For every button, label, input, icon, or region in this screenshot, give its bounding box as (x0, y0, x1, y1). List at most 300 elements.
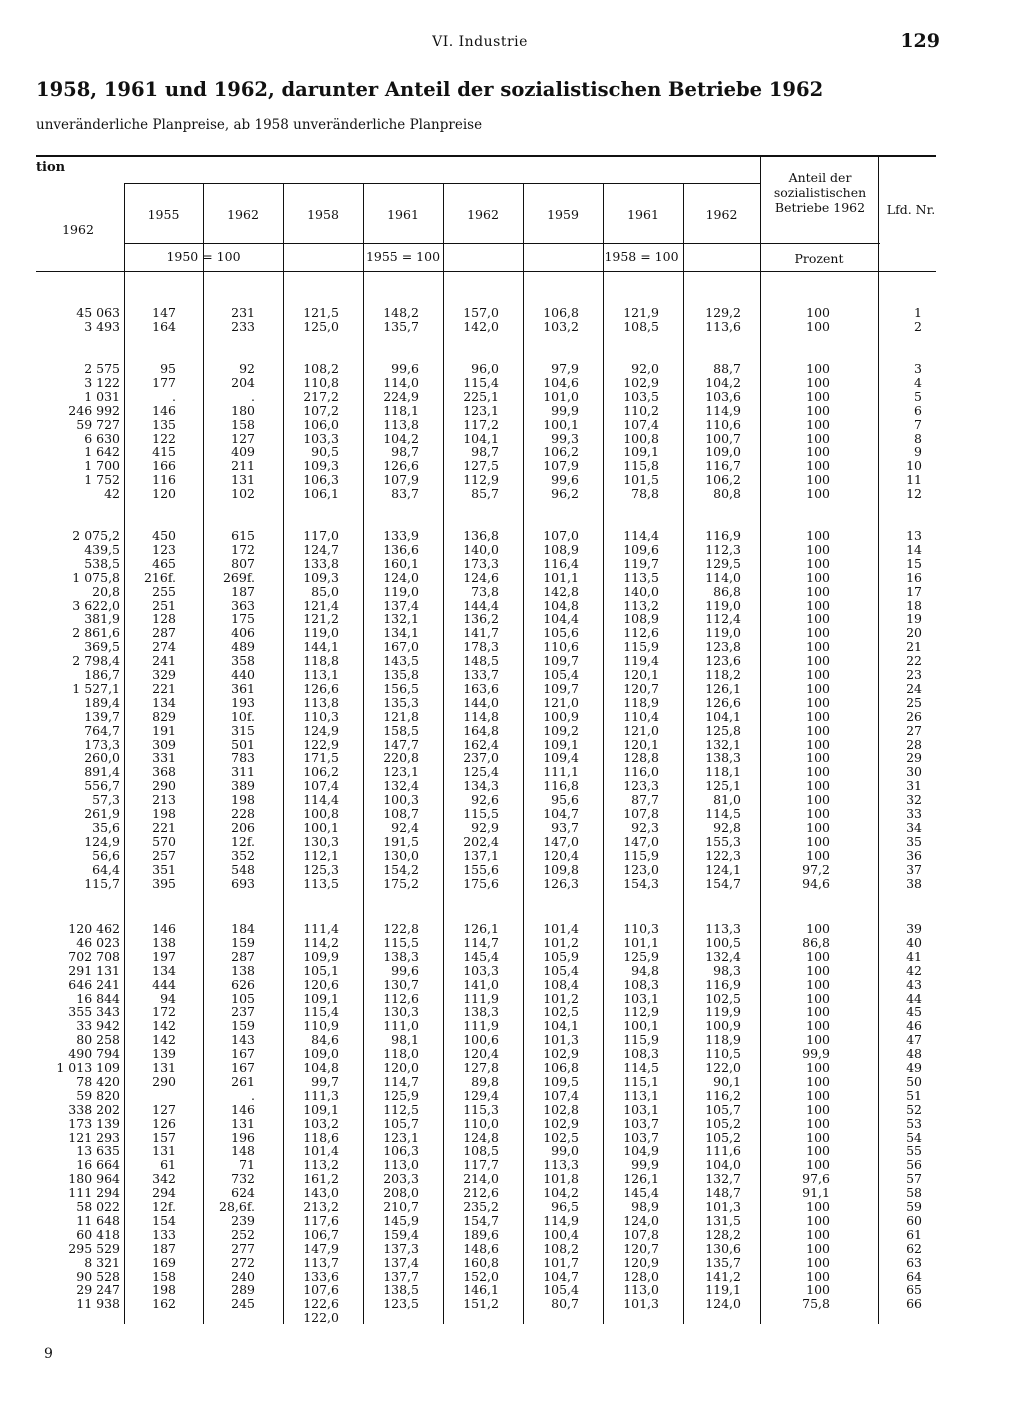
cell-i1962c-2-16: 138,3 (705, 750, 741, 766)
cell-i1962b-2-17: 125,4 (463, 764, 499, 780)
cell-i1962c-1-7: 116,7 (705, 458, 741, 474)
cell-i1955-3-0: 146 (152, 921, 176, 936)
cell-i1955-3-7: 142 (152, 1018, 176, 1034)
cell-i1961a-3-4: 130,7 (383, 976, 419, 992)
cell-i1961b-1-5: 100,8 (623, 430, 659, 446)
cell-i1962b-1-3: 123,1 (463, 402, 499, 418)
cell-i1955-0-1: 164 (152, 318, 176, 334)
cell-i1958-3-3: 105,1 (303, 962, 339, 978)
cell-i1962a-2-24: 548 (231, 861, 255, 877)
header-year-1961-b: 1961 (627, 207, 659, 222)
cell-c1962-3-19: 111 294 (68, 1185, 120, 1201)
cell-i1962b-0-1: 142,0 (463, 318, 499, 334)
cell-lfd-2-22: 35 (906, 833, 922, 849)
cell-i1961b-2-18: 123,3 (623, 778, 659, 794)
page-subtitle: unveränderliche Planpreise, ab 1958 unveränderliche Planpreise (36, 117, 483, 133)
cell-i1961a-2-2: 160,1 (383, 555, 419, 571)
cell-i1962a-2-13: 10f. (230, 708, 255, 724)
header-anteil: Anteil der sozialistischen Betriebe 1962 (773, 170, 867, 215)
cell-i1961b-1-1: 102,9 (623, 374, 659, 390)
cell-i1955-1-8: 116 (152, 472, 176, 488)
cell-lfd-2-25: 38 (906, 875, 922, 891)
page-title: 1958, 1961 und 1962, darunter Anteil der sozialistischen Betriebe 1962 (36, 78, 824, 101)
cell-i1962b-2-0: 136,8 (463, 528, 499, 543)
cell-c1962-3-2: 702 708 (68, 948, 120, 964)
cell-i1959-3-26: 105,4 (543, 1282, 579, 1298)
cell-i1959-2-6: 104,4 (543, 611, 579, 627)
cell-i1962c-2-6: 112,4 (705, 611, 741, 627)
cell-i1962c-1-6: 109,0 (705, 444, 741, 460)
cell-anteil-2-23: 100 (806, 847, 830, 863)
cell-lfd-1-7: 10 (906, 458, 922, 474)
cell-c1962-3-14: 173 139 (68, 1115, 120, 1131)
cell-anteil-2-18: 100 (806, 778, 830, 794)
cell-i1962c-3-25: 141,2 (705, 1268, 741, 1284)
cell-i1962c-2-3: 114,0 (705, 569, 741, 585)
cell-i1962c-2-8: 123,8 (705, 639, 741, 655)
cell-i1961b-2-9: 119,4 (623, 653, 659, 669)
cell-lfd-2-23: 36 (906, 847, 922, 863)
cell-i1961a-2-6: 132,1 (383, 611, 419, 627)
cell-i1962a-2-8: 489 (231, 639, 255, 655)
cell-i1959-2-25: 126,3 (543, 875, 579, 891)
cell-i1961a-2-7: 134,1 (383, 625, 419, 641)
cell-lfd-1-6: 9 (914, 444, 922, 460)
cell-anteil-3-26: 100 (806, 1282, 830, 1298)
cell-anteil-2-7: 100 (806, 625, 830, 641)
cell-lfd-3-23: 62 (906, 1240, 922, 1256)
cell-i1962c-1-3: 114,9 (705, 402, 741, 418)
cell-anteil-3-19: 91,1 (802, 1185, 830, 1201)
cell-anteil-3-9: 99,9 (802, 1046, 830, 1062)
cell-i1959-1-9: 96,2 (551, 486, 579, 502)
cell-i1958-3-11: 99,7 (311, 1073, 339, 1089)
cell-i1962c-3-17: 104,0 (705, 1157, 741, 1173)
cell-i1958-3-14: 103,2 (303, 1115, 339, 1131)
cell-anteil-2-22: 100 (806, 833, 830, 849)
cell-i1962c-3-5: 102,5 (705, 990, 741, 1006)
cell-c1962-3-0: 120 462 (68, 921, 120, 936)
cell-i1961a-3-0: 122,8 (383, 921, 419, 936)
cell-i1955-1-3: 146 (152, 402, 176, 418)
cell-i1961b-3-6: 112,9 (623, 1004, 659, 1020)
cell-c1962-3-7: 33 942 (76, 1018, 120, 1034)
cell-i1955-3-14: 126 (152, 1115, 176, 1131)
header-anteil-unit: Prozent (794, 251, 844, 266)
cell-i1955-2-17: 368 (152, 764, 176, 780)
cell-i1955-2-3: 216f. (143, 569, 176, 585)
cell-i1961a-3-1: 115,5 (383, 934, 419, 950)
cell-i1961a-3-17: 113,0 (383, 1157, 419, 1173)
cell-i1958-3-7: 110,9 (303, 1018, 339, 1034)
cell-i1962a-3-10: 167 (231, 1060, 255, 1075)
cell-i1959-3-14: 102,9 (543, 1115, 579, 1131)
cell-i1962b-2-25: 175,6 (463, 875, 499, 891)
cell-c1962-1-7: 1 700 (84, 458, 120, 474)
cell-i1961a-2-0: 133,9 (383, 528, 419, 543)
cell-c1962-3-10: 1 013 109 (56, 1060, 120, 1075)
cell-lfd-3-27: 66 (906, 1296, 922, 1312)
cell-i1961a-3-8: 98,1 (391, 1032, 419, 1048)
cell-i1961a-1-8: 107,9 (383, 472, 419, 488)
cell-i1959-0-1: 103,2 (543, 318, 579, 334)
cell-anteil-3-10: 100 (806, 1060, 830, 1075)
cell-i1959-2-24: 109,8 (543, 861, 579, 877)
cell-i1958-3-22: 106,7 (303, 1226, 339, 1242)
cell-i1961b-3-0: 110,3 (623, 921, 659, 936)
cell-i1962b-2-24: 155,6 (463, 861, 499, 877)
cell-c1962-2-25: 115,7 (84, 875, 120, 891)
cell-i1955-2-4: 255 (152, 583, 176, 599)
cell-c1962-3-6: 355 343 (68, 1004, 120, 1020)
cell-i1962c-3-24: 135,7 (705, 1254, 741, 1270)
cell-anteil-3-22: 100 (806, 1226, 830, 1242)
cell-i1959-2-9: 109,7 (543, 653, 579, 669)
cell-i1962a-2-25: 693 (231, 875, 255, 891)
cell-i1962a-2-0: 615 (231, 528, 255, 543)
cell-i1959-2-5: 104,8 (543, 597, 579, 613)
cell-i1962a-3-20: 28,6f. (219, 1199, 255, 1214)
cell-lfd-2-24: 37 (906, 861, 922, 877)
cell-c1962-2-16: 260,0 (84, 750, 120, 766)
cell-i1961b-2-8: 115,9 (623, 639, 659, 655)
cell-i1962a-2-5: 363 (231, 597, 255, 613)
cell-i1962b-2-7: 141,7 (463, 625, 499, 641)
cell-i1962c-2-24: 124,1 (705, 861, 741, 877)
cell-i1962c-2-14: 125,8 (705, 722, 741, 738)
cell-i1961b-1-4: 107,4 (623, 416, 659, 432)
cell-c1962-3-16: 13 635 (76, 1143, 120, 1159)
cell-i1958-3-12: 111,3 (303, 1087, 339, 1103)
cell-i1958-2-12: 113,8 (303, 694, 339, 710)
cell-c1962-3-17: 16 664 (76, 1157, 120, 1173)
cell-i1958-3-17: 113,2 (303, 1157, 339, 1173)
cell-i1962b-3-8: 100,6 (463, 1032, 499, 1048)
cell-lfd-1-1: 4 (914, 374, 922, 390)
cell-i1962b-3-12: 129,4 (463, 1087, 499, 1103)
cell-i1962c-2-5: 119,0 (705, 597, 741, 613)
cell-i1955-3-5: 94 (160, 990, 176, 1006)
cell-i1962a-1-5: 127 (231, 430, 255, 446)
cell-i1962a-3-24: 272 (231, 1254, 255, 1270)
cell-i1961b-3-2: 125,9 (623, 948, 659, 964)
cell-i1958-3-8: 84,6 (311, 1032, 339, 1048)
cell-anteil-1-9: 100 (806, 486, 830, 502)
cell-i1962c-3-1: 100,5 (705, 934, 741, 950)
cell-anteil-2-15: 100 (806, 736, 830, 752)
cell-anteil-2-20: 100 (806, 806, 830, 821)
cell-anteil-3-24: 100 (806, 1254, 830, 1270)
cell-i1962b-2-14: 164,8 (463, 722, 499, 738)
cell-i1962a-2-17: 311 (231, 764, 255, 780)
cell-i1961a-2-4: 119,0 (383, 583, 419, 599)
cell-c1962-2-21: 35,6 (92, 819, 120, 835)
cell-i1962c-3-3: 98,3 (713, 962, 741, 978)
cell-i1961b-1-8: 101,5 (623, 472, 659, 488)
cell-i1961b-2-12: 118,9 (623, 694, 659, 710)
cell-i1962b-3-10: 127,8 (463, 1060, 499, 1075)
cell-i1958-1-4: 106,0 (303, 416, 339, 432)
cell-i1961b-2-4: 140,0 (623, 583, 659, 599)
cell-i1962a-2-23: 352 (231, 847, 255, 863)
cell-i1962b-3-23: 148,6 (463, 1240, 499, 1256)
cell-anteil-3-17: 100 (806, 1157, 830, 1173)
cell-i1961b-2-21: 92,3 (631, 819, 659, 835)
vline-9 (760, 157, 761, 1324)
cell-i1962b-2-19: 92,6 (471, 792, 499, 808)
cell-i1961b-2-20: 107,8 (623, 806, 659, 821)
cell-i1962b-3-2: 145,4 (463, 948, 499, 964)
cell-i1962c-2-18: 125,1 (705, 778, 741, 794)
cell-i1961a-2-9: 143,5 (383, 653, 419, 669)
cell-i1961a-3-23: 137,3 (383, 1240, 419, 1256)
cell-c1962-2-7: 2 861,6 (72, 625, 120, 641)
cell-i1961b-3-9: 108,3 (623, 1046, 659, 1062)
cell-i1955-2-10: 329 (152, 667, 176, 682)
cell-i1962b-3-22: 189,6 (463, 1226, 499, 1242)
cell-c1962-3-27: 11 938 (76, 1296, 120, 1312)
cell-i1959-3-3: 105,4 (543, 962, 579, 978)
cell-i1955-3-21: 154 (152, 1212, 176, 1228)
cell-i1959-3-10: 106,8 (543, 1060, 579, 1075)
cell-anteil-0-1: 100 (806, 318, 830, 334)
cell-i1958-3-2: 109,9 (303, 948, 339, 964)
cell-i1958-2-15: 122,9 (303, 736, 339, 752)
cell-i1962b-3-27: 151,2 (463, 1296, 499, 1312)
header-year-1961-a: 1961 (387, 207, 419, 222)
cell-i1958-1-9: 106,1 (303, 486, 339, 502)
cell-i1958-1-5: 103,3 (303, 430, 339, 446)
cell-i1962c-2-7: 119,0 (705, 625, 741, 641)
cell-i1961a-3-9: 118,0 (383, 1046, 419, 1062)
cell-i1962a-1-0: 92 (239, 361, 255, 376)
cell-c1962-1-1: 3 122 (84, 374, 120, 390)
cell-i1955-3-20: 12f. (151, 1199, 176, 1214)
cell-i1961b-3-26: 113,0 (623, 1282, 659, 1298)
cell-i1962c-3-2: 132,4 (705, 948, 741, 964)
cell-i1962c-3-15: 105,2 (705, 1129, 741, 1145)
cell-i1961a-2-5: 137,4 (383, 597, 419, 613)
cell-i1961b-2-15: 120,1 (623, 736, 659, 752)
cell-i1961a-3-13: 112,5 (383, 1101, 419, 1117)
cell-i1955-2-25: 395 (152, 875, 176, 891)
cell-i1955-0-0: 147 (152, 305, 176, 320)
cell-i1961a-2-22: 191,5 (383, 833, 419, 849)
cell-c1962-1-8: 1 752 (84, 472, 120, 488)
cell-i1961a-3-18: 203,3 (383, 1171, 419, 1187)
cell-i1961b-2-19: 87,7 (631, 792, 659, 808)
cell-c1962-1-0: 2 575 (84, 361, 120, 376)
cell-anteil-3-12: 100 (806, 1087, 830, 1103)
cell-i1955-2-23: 257 (152, 847, 176, 863)
cell-i1959-2-10: 105,4 (543, 667, 579, 682)
cell-i1962c-1-8: 106,2 (705, 472, 741, 488)
cell-c1962-1-3: 246 992 (68, 402, 120, 418)
header-base-1958: 1958 = 100 (604, 249, 679, 264)
cell-i1962b-2-11: 163,6 (463, 680, 499, 696)
cell-i1961b-0-0: 121,9 (623, 305, 659, 320)
cell-i1959-3-9: 102,9 (543, 1046, 579, 1062)
cell-i1955-3-10: 131 (152, 1060, 176, 1075)
cell-i1961b-3-8: 115,9 (623, 1032, 659, 1048)
cell-c1962-1-2: 1 031 (84, 388, 120, 404)
cell-i1958-3-19: 143,0 (303, 1185, 339, 1201)
cell-i1961b-2-22: 147,0 (623, 833, 659, 849)
cell-i1958-1-6: 90,5 (311, 444, 339, 460)
cell-i1961b-3-11: 115,1 (623, 1073, 659, 1089)
cell-i1961b-3-3: 94,8 (631, 962, 659, 978)
cell-i1962c-3-26: 119,1 (705, 1282, 741, 1298)
cell-i1962a-2-7: 406 (231, 625, 255, 641)
cell-i1961a-3-12: 125,9 (383, 1087, 419, 1103)
cell-i1955-2-21: 221 (152, 819, 176, 835)
cell-i1962b-3-19: 212,6 (463, 1185, 499, 1201)
cell-i1961b-3-16: 104,9 (623, 1143, 659, 1159)
cell-lfd-1-5: 8 (914, 430, 922, 446)
cell-anteil-1-6: 100 (806, 444, 830, 460)
cell-i1961a-2-18: 132,4 (383, 778, 419, 794)
cell-c1962-2-4: 20,8 (92, 583, 120, 599)
cell-i1961b-3-27: 101,3 (623, 1296, 659, 1312)
cell-i1959-2-8: 110,6 (543, 639, 579, 655)
cell-i1961b-2-0: 114,4 (623, 528, 659, 543)
cell-i1961b-2-13: 110,4 (623, 708, 659, 724)
cell-i1958-3-0: 111,4 (303, 921, 339, 936)
cell-i1962b-1-7: 127,5 (463, 458, 499, 474)
cell-i1959-1-5: 99,3 (551, 430, 579, 446)
cell-lfd-2-11: 24 (906, 680, 922, 696)
cell-i1962a-3-8: 143 (231, 1032, 255, 1048)
cell-lfd-1-8: 11 (906, 472, 922, 488)
cell-i1955-2-13: 829 (152, 708, 176, 724)
cell-i1961a-1-3: 118,1 (383, 402, 419, 418)
cell-anteil-3-16: 100 (806, 1143, 830, 1159)
cell-lfd-3-2: 41 (906, 948, 922, 964)
cell-lfd-1-3: 6 (914, 402, 922, 418)
cell-anteil-2-12: 100 (806, 694, 830, 710)
cell-lfd-2-6: 19 (906, 611, 922, 627)
base-rule (124, 243, 880, 244)
cell-i1962c-3-8: 118,9 (705, 1032, 741, 1048)
cell-i1959-2-7: 105,6 (543, 625, 579, 641)
cell-i1962a-3-22: 252 (231, 1226, 255, 1242)
cell-i1959-2-12: 121,0 (543, 694, 579, 710)
cell-i1961a-1-2: 224,9 (383, 388, 419, 404)
cell-i1962b-2-10: 133,7 (463, 667, 499, 682)
cell-i1962b-2-8: 178,3 (463, 639, 499, 655)
cell-i1962b-1-8: 112,9 (463, 472, 499, 488)
cell-anteil-3-11: 100 (806, 1073, 830, 1089)
cell-lfd-2-2: 15 (906, 555, 922, 571)
cell-i1955-3-26: 198 (152, 1282, 176, 1298)
cell-i1961b-1-6: 109,1 (623, 444, 659, 460)
cell-i1962a-3-9: 167 (231, 1046, 255, 1062)
cell-c1962-3-13: 338 202 (68, 1101, 120, 1117)
cell-i1962a-2-2: 807 (231, 555, 255, 571)
cell-i1962a-3-5: 105 (231, 990, 255, 1006)
cell-c1962-3-5: 16 844 (76, 990, 120, 1006)
cell-anteil-3-7: 100 (806, 1018, 830, 1034)
cell-c1962-1-9: 42 (104, 486, 120, 502)
cell-i1962c-3-18: 132,7 (705, 1171, 741, 1187)
cell-i1961a-3-6: 130,3 (383, 1004, 419, 1020)
cell-i1961b-1-2: 103,5 (623, 388, 659, 404)
cell-i1962c-2-12: 126,6 (705, 694, 741, 710)
cell-i1955-3-13: 127 (152, 1101, 176, 1117)
cell-lfd-1-9: 12 (906, 486, 922, 502)
cell-i1958-3-6: 115,4 (303, 1004, 339, 1020)
cell-i1961b-2-17: 116,0 (623, 764, 659, 780)
cell-i1961a-2-13: 121,8 (383, 708, 419, 724)
cell-i1961a-2-12: 135,3 (383, 694, 419, 710)
cell-i1961b-3-12: 113,1 (623, 1087, 659, 1103)
cell-i1962c-3-0: 113,3 (705, 921, 741, 936)
cell-i1955-3-24: 169 (152, 1254, 176, 1270)
cell-c1962-2-17: 891,4 (84, 764, 120, 780)
cell-i1955-1-2: . (172, 388, 176, 404)
cell-lfd-3-11: 50 (906, 1073, 922, 1089)
cell-anteil-3-1: 86,8 (802, 934, 830, 950)
cell-i1962c-3-7: 100,9 (705, 1018, 741, 1034)
cell-i1962c-3-16: 111,6 (705, 1143, 741, 1159)
cell-i1962a-3-26: 289 (231, 1282, 255, 1298)
cell-i1961a-2-23: 130,0 (383, 847, 419, 863)
cell-anteil-3-23: 100 (806, 1240, 830, 1256)
cell-i1962b-2-6: 136,2 (463, 611, 499, 627)
cell-c1962-0-1: 3 493 (84, 318, 120, 334)
cell-i1955-3-19: 294 (152, 1185, 176, 1201)
cell-i1961a-3-7: 111,0 (383, 1018, 419, 1034)
cell-i1958-2-8: 144,1 (303, 639, 339, 655)
cell-anteil-3-25: 100 (806, 1268, 830, 1284)
cell-anteil-2-6: 100 (806, 611, 830, 627)
cell-i1962a-2-21: 206 (231, 819, 255, 835)
cell-c1962-3-20: 58 022 (76, 1199, 120, 1214)
cell-i1959-0-0: 106,8 (543, 305, 579, 320)
cell-i1958-3-28: 122,0 (303, 1310, 339, 1326)
cell-i1961a-3-11: 114,7 (383, 1073, 419, 1089)
cell-i1958-3-27: 122,6 (303, 1296, 339, 1312)
cell-i1955-3-15: 157 (152, 1129, 176, 1145)
cell-i1961a-2-10: 135,8 (383, 667, 419, 682)
cell-i1962a-2-22: 12f. (230, 833, 255, 849)
cell-i1961a-3-22: 159,4 (383, 1226, 419, 1242)
cell-lfd-3-10: 49 (906, 1060, 922, 1075)
cell-i1959-3-18: 101,8 (543, 1171, 579, 1187)
cell-anteil-3-4: 100 (806, 976, 830, 992)
cell-i1955-3-4: 444 (152, 976, 176, 992)
header-base-1950: 1950 = 100 (166, 249, 241, 264)
cell-i1962c-3-6: 119,9 (705, 1004, 741, 1020)
cell-i1961a-1-7: 126,6 (383, 458, 419, 474)
cell-lfd-2-8: 21 (906, 639, 922, 655)
cell-anteil-2-8: 100 (806, 639, 830, 655)
cell-i1959-1-1: 104,6 (543, 374, 579, 390)
cell-anteil-3-5: 100 (806, 990, 830, 1006)
cell-i1962a-1-6: 409 (231, 444, 255, 460)
cell-c1962-2-19: 57,3 (92, 792, 120, 808)
cell-i1958-2-14: 124,9 (303, 722, 339, 738)
cell-lfd-2-4: 17 (906, 583, 922, 599)
table-top-rule (36, 155, 936, 157)
cell-c1962-2-3: 1 075,8 (72, 569, 120, 585)
cell-i1962b-3-17: 117,7 (463, 1157, 499, 1173)
cell-i1958-1-8: 106,3 (303, 472, 339, 488)
cell-i1959-3-2: 105,9 (543, 948, 579, 964)
cell-i1961b-2-24: 123,0 (623, 861, 659, 877)
cell-i1958-1-3: 107,2 (303, 402, 339, 418)
cell-i1962b-3-7: 111,9 (463, 1018, 499, 1034)
